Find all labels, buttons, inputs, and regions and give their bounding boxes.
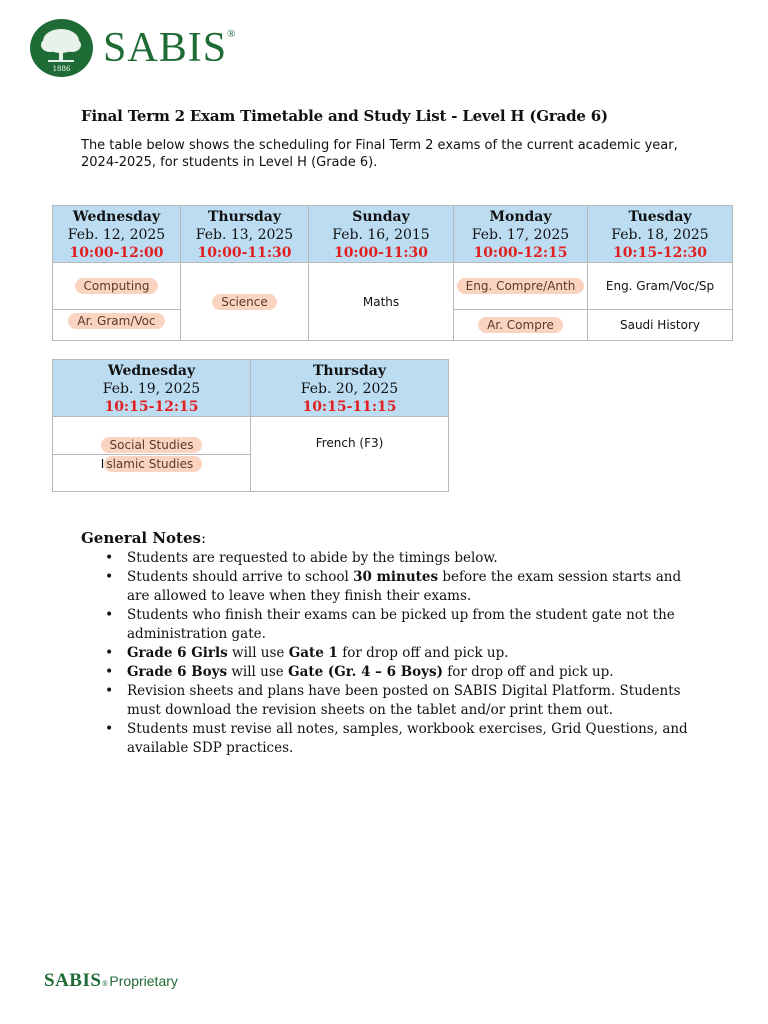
notes-heading: General Notes:	[81, 529, 207, 547]
document-title: Final Term 2 Exam Timetable and Study List - Level H (Grade 6)	[81, 107, 608, 125]
list-item: • Revision sheets and plans have been posted on SABIS Digital Platform. Students must download the revision sheets on the tablet and/or print them out.	[127, 682, 707, 720]
header-cell: Wednesday Feb. 19, 2025 10:15-12:15	[53, 360, 251, 417]
oak-tree-seal-icon	[30, 19, 93, 77]
list-item: • Grade 6 Boys will use Gate (Gr. 4 – 6 Boys) for drop off and pick up.	[127, 663, 707, 682]
header-cell: Thursday Feb. 20, 2025 10:15-11:15	[251, 360, 449, 417]
list-item: • Students should arrive to school 30 minutes before the exam session starts and are allowed to leave when they finish their exams.	[127, 568, 707, 606]
general-notes-list	[81, 549, 707, 758]
header-cell: Sunday Feb. 16, 2015 10:00-11:30	[309, 206, 454, 263]
subject-cell: Saudi History	[588, 310, 733, 341]
list-item: • Students must revise all notes, samples, workbook exercises, Grid Questions, and available SDP practices.	[127, 720, 707, 758]
header-cell: Tuesday Feb. 18, 2025 10:15-12:30	[588, 206, 733, 263]
subject-cell: Social Studies	[53, 417, 251, 455]
subject-cell: Maths	[309, 263, 454, 341]
exam-timetable-2	[52, 359, 449, 492]
footer-proprietary-mark: SABIS ® Proprietary	[44, 970, 178, 991]
exam-timetable-1	[52, 205, 733, 341]
brand-wordmark: SABIS®	[103, 25, 237, 71]
sabis-logo	[30, 19, 236, 77]
subject-cell: Ar. Compre	[454, 310, 588, 341]
header-cell: Thursday Feb. 13, 2025 10:00-11:30	[181, 206, 309, 263]
intro-paragraph: The table below shows the scheduling for Final Term 2 exams of the current academic year, 2024-2025, for students in Level H (Grade 6).	[81, 138, 678, 170]
list-item: • Grade 6 Girls will use Gate 1 for drop off and pick up.	[127, 644, 707, 663]
list-item: • Students are requested to abide by the timings below.	[127, 549, 707, 568]
header-cell: Monday Feb. 17, 2025 10:00-12:15	[454, 206, 588, 263]
subject-cell: Eng. Compre/Anth	[454, 263, 588, 310]
subject-cell: Eng. Gram/Voc/Sp	[588, 263, 733, 310]
list-item: • Students who finish their exams can be picked up from the student gate not the administration gate.	[127, 606, 707, 644]
subject-cell: Science	[181, 263, 309, 341]
subject-cell: I slamic Studies	[53, 455, 251, 492]
subject-cell: Ar. Gram/Voc	[53, 310, 181, 341]
subject-cell: French (F3)	[251, 417, 449, 492]
subject-cell: Computing	[53, 263, 181, 310]
seal-year: 1886	[52, 65, 71, 73]
header-cell: Wednesday Feb. 12, 2025 10:00-12:00	[53, 206, 181, 263]
